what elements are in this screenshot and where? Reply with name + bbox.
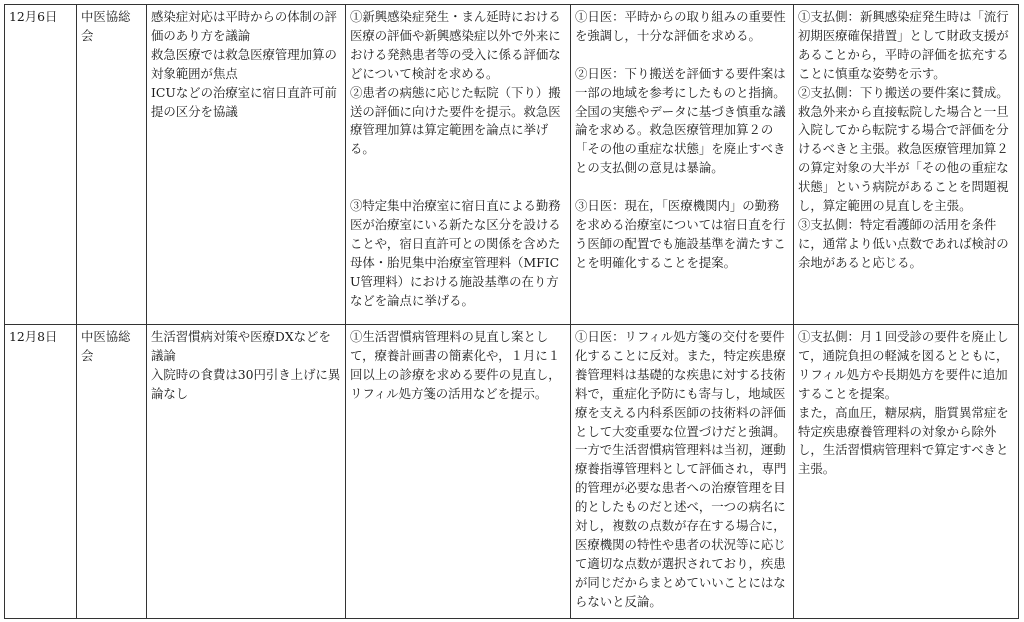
organization-cell — [77, 5, 147, 325]
topic-line: 感染症対応は平時からの体制の評価のあり方を議論 — [151, 9, 337, 43]
payer-paragraph: ③支払側：特定看護師の活用を条件に，通常より低い点数であれば検討の余地があると応じる。 — [798, 216, 1009, 270]
organization-cell — [77, 325, 147, 619]
meeting-minutes-table — [4, 4, 1019, 619]
proposal-cell — [346, 5, 571, 325]
jma-cell — [571, 325, 794, 619]
proposal-cell — [346, 325, 571, 619]
topic-line: 入院時の食費は30円引き上げに異論なし — [151, 366, 341, 401]
date-text: 12月6日 — [9, 9, 58, 24]
organization-text: 中医協総会 — [81, 329, 131, 363]
payer-paragraph: ①支払側：月１回受診の要件を廃止して，通院負担の軽減を図るとともに，リフィル処方や長期処方を要件に追加することを提案。 — [798, 329, 1009, 401]
table-row — [5, 5, 1019, 325]
payer-paragraph: ②支払側：下り搬送の要件案に賛成。救急外来から直接転院した場合と一旦入院してから転院する場合で評価を分けるべきと主張。救急医療管理加算２の算定対象の大半が「その他の重症な状態」という病院があることを問題視し，算定範囲の見直しを主張。 — [798, 84, 1009, 214]
jma-paragraph: ①日医：リフィル処方箋の交付を要件化することに反対。また，特定疾患療養管理料は基礎的な疾患に対する技術料で，重症化予防にも寄与し，地域医療を支える内科系医師の技術料の評価として大変重要な位置づけだと強調。一方で生活習慣病管理料は当初，運動療養指導管理料として評価され，専門的管理が必要な患者への治療管理を目的としたものだと述べ，一つの病名に対し，複数の点数が存在する場合に，医療機関の特性や患者の状況等に応じて適切な点数が選択されており，疾患が同じだからまとめていいことにはならないと反論。 — [575, 329, 787, 609]
jma-cell — [571, 5, 794, 325]
payer-cell — [794, 5, 1019, 325]
date-cell — [5, 325, 77, 619]
topic-line: 生活習慣病対策や医療DXなどを議論 — [151, 329, 331, 363]
proposal-paragraph: ①新興感染症発生・まん延時における医療の評価や新興感染症以外で外来における発熱患者等の受入に係る評価などについて検討を求める。 — [350, 9, 561, 81]
date-text: 12月8日 — [9, 329, 58, 344]
topic-line: 救急医療では救急医療管理加算の対象範囲が焦点 — [151, 46, 337, 81]
topic-line: ICUなどの治療室に宿日直許可前提の区分を協議 — [151, 84, 337, 119]
payer-paragraph: また，高血圧，糖尿病，脂質異常症を特定疾患療養管理料の対象から除外し，生活習慣病管理料で算定すべきと主張。 — [798, 404, 1009, 477]
date-cell — [5, 5, 77, 325]
jma-paragraph: ②日医：下り搬送を評価する要件案は一部の地域を参考にしたものと指摘。全国の実態やデータに基づき慎重な議論を求める。救急医療管理加算２の「その他の重症な状態」を廃止すべきとの支払側の意見は暴論。 — [575, 65, 786, 176]
jma-paragraph: ③日医：現在，「医療機関内」の勤務を求める治療室については宿日直を行う医師の配置でも施設基準を満たすことを明確化することを提案。 — [575, 198, 786, 270]
organization-text: 中医協総会 — [81, 9, 131, 43]
proposal-paragraph: ③特定集中治療室に宿日直による勤務医が治療室にいる新たな区分を設けることや，宿日直許可との関係を含めた母体・胎児集中治療室管理料（MFICU管理料）における施設基準の在り方などを論点に挙げる。 — [350, 198, 561, 308]
payer-cell — [794, 325, 1019, 619]
topic-cell — [147, 325, 346, 619]
proposal-paragraph: ②患者の病態に応じた転院（下り）搬送の評価に向けた要件を提示。救急医療管理加算は算定範囲を論点に挙げる。 — [350, 84, 561, 157]
topic-cell — [147, 5, 346, 325]
proposal-paragraph: ①生活習慣病管理料の見直し案として，療養計画書の簡素化や，１月に１回以上の診療を求める要件の見直し，リフィル処方箋の活用などを提示。 — [350, 329, 561, 401]
payer-paragraph: ①支払側：新興感染症発生時は「流行初期医療確保措置」として財政支援があることから，平時の評価を拡充することに慎重な姿勢を示す。 — [798, 9, 1009, 81]
table-row — [5, 325, 1019, 619]
jma-paragraph: ①日医：平時からの取り組みの重要性を強調し，十分な評価を求める。 — [575, 9, 786, 43]
